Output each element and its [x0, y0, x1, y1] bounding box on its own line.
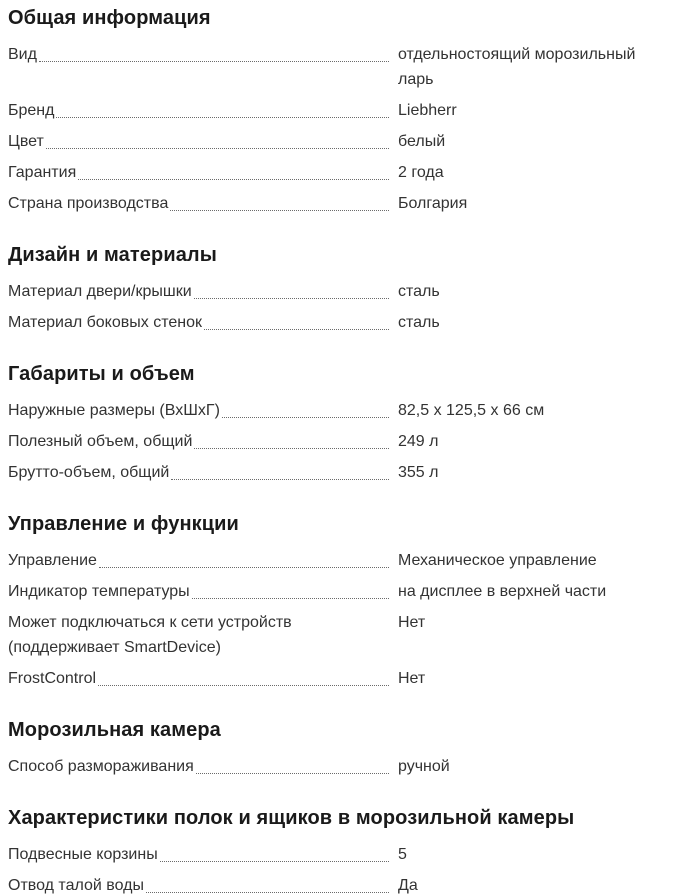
spec-row-meltwater-drain: [8, 870, 666, 894]
section-title: Общая информация: [8, 7, 211, 29]
spec-label: Индикатор температуры: [8, 583, 190, 600]
spec-label: Наружные размеры (ВхШхГ): [8, 402, 220, 419]
spec-row-color: [8, 126, 666, 157]
dotted-leader: [98, 685, 389, 686]
spec-row-side-material: [8, 307, 666, 338]
dotted-leader: [78, 179, 389, 180]
spec-row-temp-indicator: [8, 576, 666, 607]
section-control-functions: [8, 512, 666, 694]
spec-label: Управление: [8, 552, 97, 569]
dotted-leader: [171, 479, 389, 480]
spec-row-frostcontrol: [8, 663, 666, 694]
spec-label: Отвод талой воды: [8, 877, 144, 894]
spec-label: FrostControl: [8, 670, 97, 687]
spec-label: Подвесные корзины: [8, 846, 158, 863]
dotted-leader: [160, 861, 389, 862]
spec-value: Механическое управление: [398, 552, 597, 569]
dotted-leader: [46, 148, 389, 149]
spec-row-country: [8, 188, 666, 219]
spec-value: сталь: [398, 283, 440, 300]
spec-row-brand: [8, 95, 666, 126]
spec-label: Брутто-объем, общий: [8, 464, 170, 481]
spec-label: Бренд: [8, 102, 55, 119]
section-shelves-drawers: [8, 806, 666, 894]
spec-label: Может подключаться к сети устройств (поддерживает SmartDevice): [8, 614, 292, 656]
spec-row-defrost-method: [8, 751, 666, 782]
spec-label: Страна производства: [8, 195, 169, 212]
dotted-leader: [196, 773, 389, 774]
spec-row-smart-device: [8, 607, 666, 663]
spec-value: 82,5 x 125,5 x 66 см: [398, 402, 545, 419]
section-title: Габариты и объем: [8, 363, 195, 385]
dotted-leader: [39, 61, 389, 62]
spec-label: Способ размораживания: [8, 758, 194, 775]
dotted-leader: [56, 117, 389, 118]
dotted-leader: [99, 567, 389, 568]
spec-row-door-material: [8, 276, 666, 307]
spec-value: Нет: [398, 670, 426, 687]
spec-row-hanging-baskets: [8, 839, 666, 870]
section-title: Управление и функции: [8, 513, 239, 535]
section-title: Характеристики полок и ящиков в морозильной камеры: [8, 807, 575, 829]
spec-row-type: [8, 39, 666, 95]
spec-value: 355 л: [398, 464, 439, 481]
dotted-leader: [170, 210, 389, 211]
spec-value: отдельностоящий морозильный ларь: [398, 46, 636, 88]
spec-label: Цвет: [8, 133, 44, 150]
spec-label: Материал двери/крышки: [8, 283, 192, 300]
spec-row-control: [8, 545, 666, 576]
section-design-materials: [8, 243, 666, 338]
spec-row-outer-dimensions: [8, 395, 666, 426]
dotted-leader: [146, 892, 389, 893]
dotted-leader: [192, 598, 389, 599]
dotted-leader: [194, 298, 389, 299]
spec-label: Вид: [8, 46, 37, 63]
section-freezer-compartment: [8, 718, 666, 782]
spec-label: Гарантия: [8, 164, 77, 181]
spec-row-net-volume: [8, 426, 666, 457]
section-title: Дизайн и материалы: [8, 244, 217, 266]
spec-value: 249 л: [398, 433, 439, 450]
spec-value: Болгария: [398, 195, 468, 212]
dotted-leader: [222, 417, 389, 418]
spec-row-gross-volume: [8, 457, 666, 488]
spec-value: Да: [398, 877, 418, 894]
spec-value: сталь: [398, 314, 440, 331]
spec-value: ручной: [398, 758, 450, 775]
spec-value: 2 года: [398, 164, 444, 181]
dotted-leader: [204, 329, 389, 330]
dotted-leader: [194, 448, 389, 449]
spec-value: Нет: [398, 614, 426, 631]
spec-value: на дисплее в верхней части: [398, 583, 607, 600]
spec-label: Полезный объем, общий: [8, 433, 193, 450]
spec-row-warranty: [8, 157, 666, 188]
section-general-info: [8, 6, 666, 219]
spec-value: Liebherr: [398, 102, 457, 119]
spec-value: белый: [398, 133, 446, 150]
section-dimensions-volume: [8, 362, 666, 488]
spec-value: 5: [398, 846, 407, 863]
section-title: Морозильная камера: [8, 719, 221, 741]
spec-label: Материал боковых стенок: [8, 314, 202, 331]
